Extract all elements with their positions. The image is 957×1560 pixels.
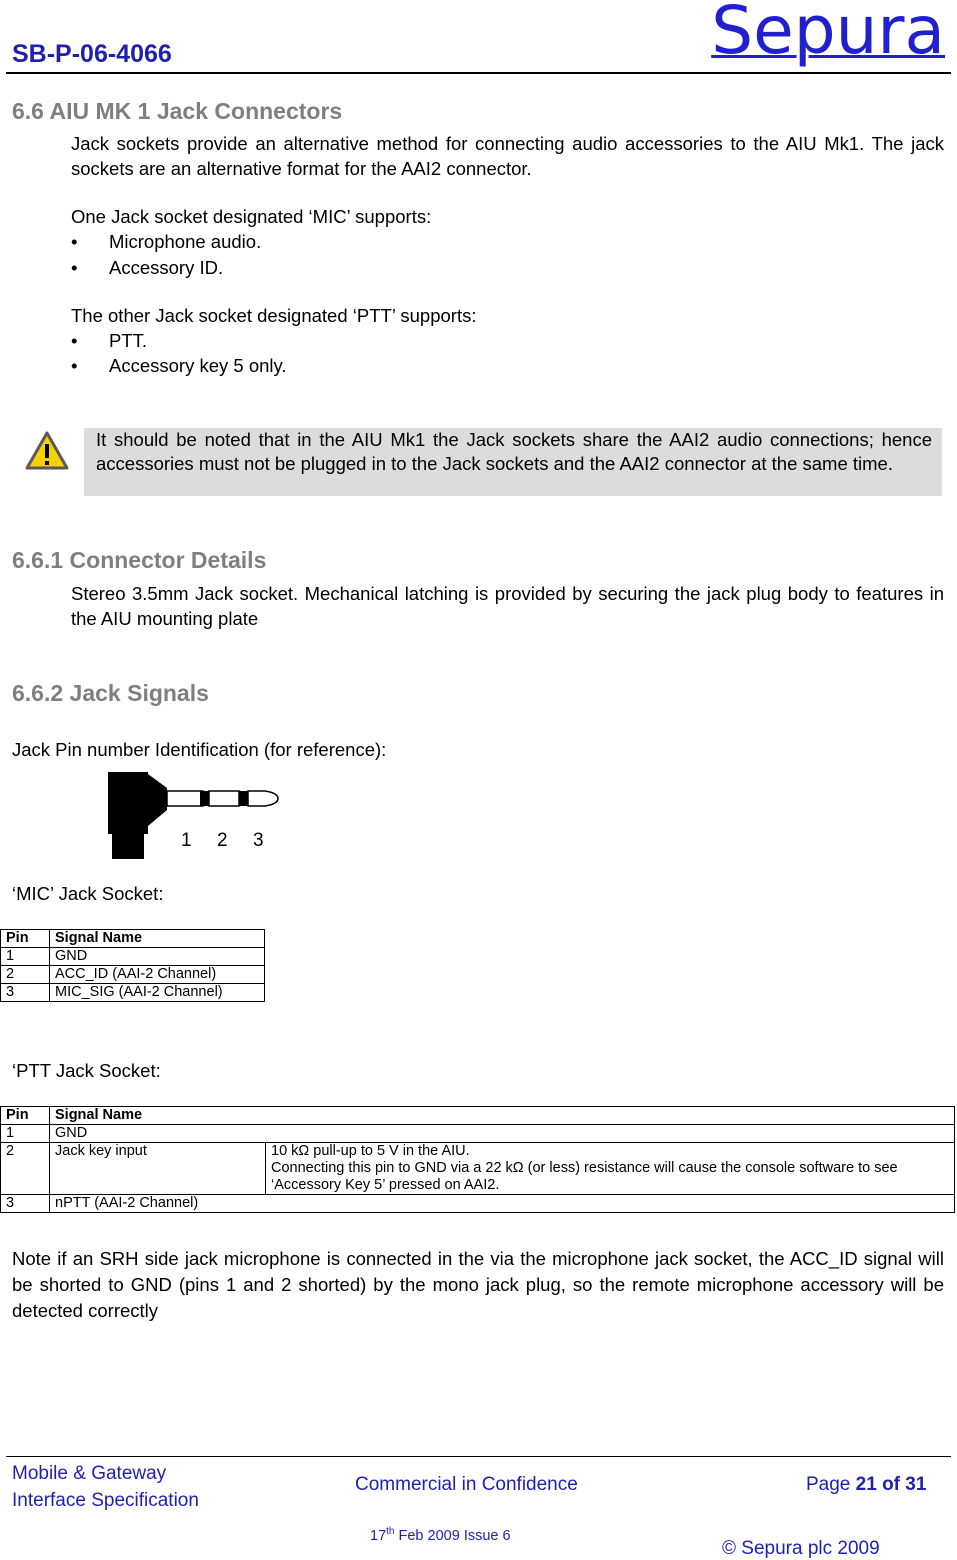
footer-divider (6, 1456, 951, 1457)
mic-jack-label: ‘MIC’ Jack Socket: (12, 883, 164, 904)
pin-cell: 2 (1, 1143, 50, 1195)
jack-plug-body (108, 772, 148, 834)
list-item: • Accessory ID. (71, 257, 224, 278)
sepura-logo: Sepura (711, 0, 945, 69)
subsection-title: 6.6.2 Jack Signals (12, 680, 209, 706)
list-item: • Microphone audio. (71, 231, 262, 252)
list-item: • Accessory key 5 only. (71, 355, 287, 376)
description-cell (266, 1143, 955, 1195)
table-header-row (1, 930, 265, 948)
ptt-jack-label: ‘PTT Jack Socket: (12, 1060, 161, 1081)
pin-cell: 3 (1, 1195, 50, 1213)
signal-cell: MIC_SIG (AAI-2 Channel) (50, 984, 265, 1002)
header-divider (6, 72, 951, 74)
column-header: Signal Name (50, 1107, 955, 1125)
signal-cell: GND (50, 1125, 955, 1143)
column-header: Signal Name (50, 930, 265, 948)
signal-cell: ACC_ID (AAI-2 Channel) (50, 966, 265, 984)
table-row (1, 984, 265, 1002)
intro-paragraph: Jack sockets provide an alternative method for connecting audio accessories to the AIU Mk1. The jack sockets are an alternative format for the AAI2 connector. (71, 133, 944, 179)
confidentiality-label: Commercial in Confidence (355, 1474, 578, 1495)
signal-cell: nPTT (AAI-2 Channel) (50, 1195, 955, 1213)
copyright: © Sepura plc 2009 (722, 1538, 880, 1559)
mic-pin-table (0, 929, 265, 1002)
ptt-pin-table (0, 1106, 955, 1213)
table-row (1, 1125, 955, 1143)
footer-title-line: Interface Specification (12, 1490, 199, 1511)
subsection-title: 6.6.1 Connector Details (12, 547, 267, 573)
warning-icon (24, 430, 70, 472)
table-row (1, 966, 265, 984)
pin-cell: 1 (1, 1125, 50, 1143)
footer-title-line: Mobile & Gateway (12, 1463, 167, 1484)
table-row (1, 1195, 955, 1213)
footer-doc-title (12, 1460, 199, 1514)
ptt-intro: The other Jack socket designated ‘PTT’ supports: (71, 305, 477, 326)
signal-cell: Jack key input (50, 1143, 266, 1195)
signal-cell: GND (50, 948, 265, 966)
pin-cell: 1 (1, 948, 50, 966)
pin-id-text: Jack Pin number Identification (for reference): (12, 739, 387, 760)
jack-pin-label: 3 (253, 830, 264, 851)
mic-intro: One Jack socket designated ‘MIC’ supports: (71, 206, 432, 227)
page-number: Page 21 of 31 (806, 1474, 927, 1495)
column-header: Pin (1, 930, 50, 948)
pin-cell: 2 (1, 966, 50, 984)
issue-date: 17th Feb 2009 Issue 6 (370, 1526, 511, 1544)
column-header: Pin (1, 1107, 50, 1125)
table-header-row (1, 1107, 955, 1125)
table-row (1, 1143, 955, 1195)
table-row (1, 948, 265, 966)
jack-pin-label: 2 (217, 830, 228, 851)
section-title: 6.6 AIU MK 1 Jack Connectors (12, 98, 343, 124)
description-line: 10 kΩ pull-up to 5 V in the AIU. (271, 1143, 470, 1159)
description-line: Connecting this pin to GND via a 22 kΩ (or less) resistance will cause the console software to see ‘Accessory Key 5’ pressed on AAI2. (271, 1160, 898, 1193)
jack-pin-label: 1 (181, 830, 192, 851)
srh-note: Note if an SRH side jack microphone is connected in the via the microphone jack socket, the ACC_ID signal will be shorted to GND (pins 1 and 2 shorted) by the mono jack plug, so the remote microphone accessory will be detected correctly (12, 1248, 944, 1321)
list-item: • PTT. (71, 330, 148, 351)
pin-cell: 3 (1, 984, 50, 1002)
connector-details-text: Stereo 3.5mm Jack socket. Mechanical latching is provided by securing the jack plug body to features in the AIU mounting plate (71, 583, 944, 629)
warning-note: It should be noted that in the AIU Mk1 the Jack sockets share the AAI2 audio connections; hence accessories must not be plugged in to the Jack sockets and the AAI2 connector at the same time. (84, 428, 942, 496)
document-code: SB-P-06-4066 (12, 40, 172, 68)
